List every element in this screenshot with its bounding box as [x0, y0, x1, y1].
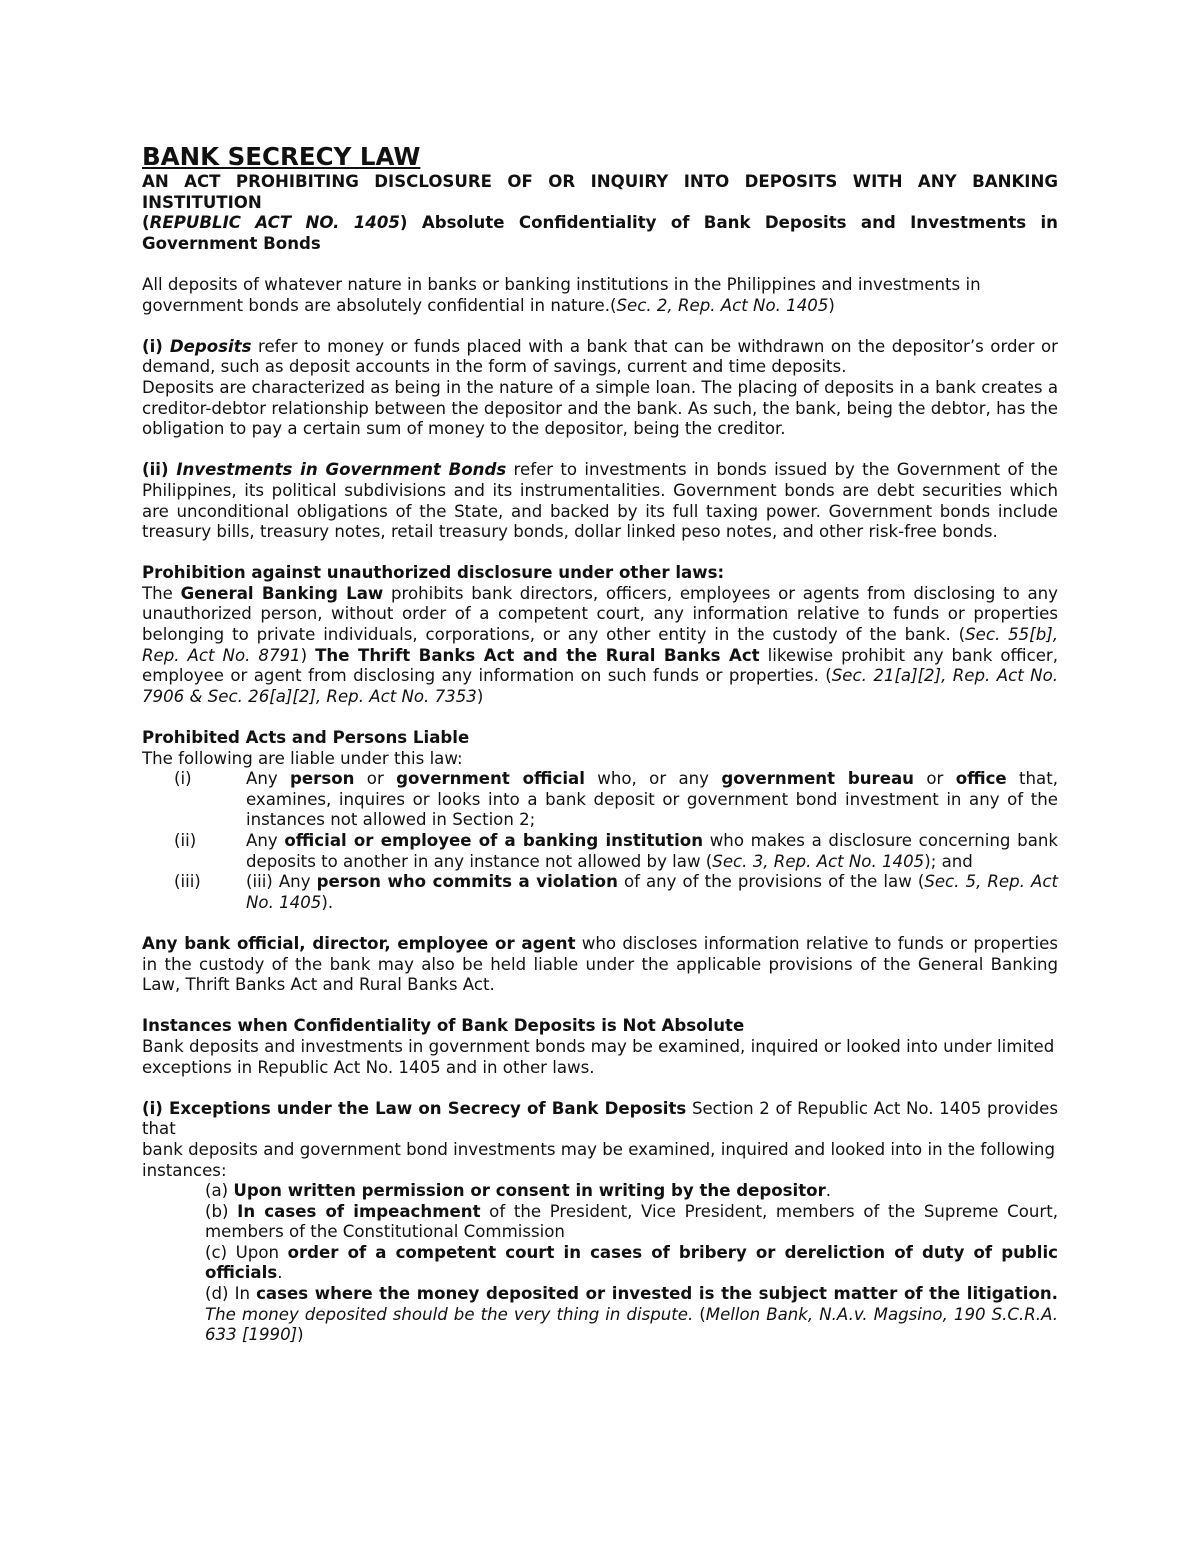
list-text: [246, 831, 1058, 872]
text-run: The: [142, 583, 181, 603]
list-number: (i): [174, 769, 192, 789]
deposits-number: (i): [142, 336, 170, 356]
list-number: (ii): [174, 831, 197, 850]
general-banking-law: General Banking Law: [180, 583, 384, 603]
text-run: ): [476, 686, 484, 706]
list-text: [246, 872, 1058, 913]
deposits-term: Deposits: [169, 336, 252, 356]
document-page: [142, 142, 1058, 1346]
exception-b: [142, 1202, 1058, 1243]
document-title: BANK SECRECY LAW: [142, 142, 421, 171]
act-open: (: [142, 213, 150, 233]
exception-d: [142, 1284, 1058, 1346]
text-run: ).: [321, 892, 334, 912]
text-run: official or employee of a banking institution: [284, 831, 704, 850]
text-run: Upon written permission or consent in writing by the depositor: [233, 1181, 826, 1201]
text-run: of the President, Vice President, members of the Supreme Court, members of the Constitutional Commission: [205, 1201, 1058, 1242]
list-text: [246, 769, 1058, 831]
text-run: person: [290, 769, 355, 789]
prohibition-paragraph: [142, 584, 1058, 708]
text-run: likewise prohibit any bank officer, employee or agent from disclosing any information on such funds or properties. (: [142, 645, 1059, 686]
text-run: Section 2 of Republic Act No. 1405 provides that: [142, 1098, 1059, 1139]
text-run: prohibits bank directors, officers, employees or agents from disclosing to any unauthorized person, without order of a competent court, any information relative to funds or properties belonging to private individuals, corporations, or any other entity in the custody of the bank. (: [142, 583, 1059, 645]
text-run: (iii) Any: [246, 872, 317, 892]
act-heading: [142, 213, 1058, 254]
intro-paragraph: [142, 275, 1058, 316]
deposits-def-text: refer to money or funds placed with a bank that can be withdrawn on the depositor’s order or demand, such as deposit accounts in the form of savings, current and time deposits.: [142, 336, 1058, 377]
text-run: person who commits a violation: [316, 872, 618, 892]
liable-heading: Prohibited Acts and Persons Liable: [142, 728, 470, 748]
exception-a: [142, 1181, 1058, 1202]
exception-c: [142, 1243, 1058, 1284]
text-run: order of a competent court in cases of bribery or dereliction of duty of public officials: [205, 1242, 1058, 1283]
text-run: .: [825, 1181, 832, 1201]
text-run: (c) Upon: [205, 1242, 288, 1262]
text-run: (i) Exceptions under the Law on Secrecy of Bank Deposits: [142, 1098, 687, 1118]
deposits-paragraph: Deposits are characterized as being in the nature of a simple loan. The placing of deposits in a bank creates a creditor-debtor relationship between the depositor and the bank. As such, the bank, being the debtor, has the obligation to pay a certain sum of money to the depositor, being the creditor.: [142, 377, 1058, 439]
text-run: cases where the money deposited or invested is the subject matter of the litigation.: [256, 1284, 1058, 1304]
text-run: who, or any: [584, 769, 722, 789]
text-run: ): [297, 1325, 304, 1345]
exceptions-intro: [142, 1099, 1058, 1140]
text-run: Any: [246, 769, 291, 789]
exceptions-line: bank deposits and government bond investments may be examined, inquired and looked into in the following instances:: [142, 1139, 1055, 1180]
intro-citation: Sec. 2, Rep. Act No. 1405: [616, 295, 829, 315]
thrift-rural-acts: The Thrift Banks Act and the Rural Banks Act: [315, 645, 760, 665]
list-item: [142, 769, 1058, 831]
citation: Sec. 55[b], Rep. Act No. 8791: [142, 625, 1058, 665]
text-run: who makes a disclosure concerning bank deposits to another in any instance not allowed by law (: [246, 831, 1058, 871]
text-run: or: [914, 769, 956, 789]
text-run: ); and: [924, 851, 973, 871]
investments-def-text: refer to investments in bonds issued by the Government of the Philippines, its political subdivisions and its instrumentalities. Government bonds are debt securities which are unconditional obligations of the State, and backed by its full taxing power. Government bonds include treasury bills, treasury notes, retail treasury bonds, dollar linked peso notes, and other risk-free bonds.: [142, 460, 1058, 542]
list-number: (iii): [174, 872, 201, 892]
text-run: or: [354, 769, 397, 789]
text-run: who discloses information relative to funds or properties in the custody of the bank may also be held liable under the applicable provisions of the General Banking Law, Thrift Banks Act and Rural Banks Act.: [142, 933, 1058, 995]
text-run: In cases of impeachment: [237, 1201, 481, 1221]
text-run: government bureau: [721, 769, 914, 789]
citation: Sec. 5, Rep. Act No. 1405: [246, 872, 1058, 912]
instances-paragraph: Bank deposits and investments in government bonds may be examined, inquired or looked into under limited exceptions in Republic Act No. 1405 and in other laws.: [142, 1036, 1055, 1077]
investments-definition: [142, 460, 1058, 542]
text-run: office: [955, 769, 1007, 789]
list-item: [142, 831, 1058, 872]
text-run: (d) In: [205, 1284, 257, 1304]
text-run: government official: [396, 769, 585, 789]
text-run: (b): [205, 1201, 238, 1221]
text-run: (a): [205, 1181, 234, 1201]
intro-text: All deposits of whatever nature in banks or banking institutions in the Philippines and investments in government bonds are absolutely confidential in nature.(: [142, 274, 981, 315]
text-run: Any bank official, director, employee or agent: [142, 933, 576, 953]
prohibition-heading: Prohibition against unauthorized disclosure under other laws:: [142, 563, 725, 583]
document-subtitle: AN ACT PROHIBITING DISCLOSURE OF OR INQUIRY INTO DEPOSITS WITH ANY BANKING INSTITUTION: [142, 172, 1058, 212]
instances-heading: Instances when Confidentiality of Bank Deposits is Not Absolute: [142, 1016, 745, 1036]
text-run: that, examines, inquires or looks into a bank deposit or government bond investment in any of the instances not allowed in Section 2;: [246, 769, 1059, 830]
text-run: (: [693, 1304, 706, 1324]
act-number: REPUBLIC ACT NO. 1405: [149, 213, 400, 233]
text-run: ): [300, 645, 316, 665]
list-item: [142, 872, 1058, 913]
investments-number: (ii): [142, 460, 177, 480]
citation: Mellon Bank, N.A.v. Magsino, 190 S.C.R.A. 633 [1990]: [205, 1304, 1059, 1345]
text-run: Any: [246, 831, 285, 850]
bank-official-paragraph: [142, 934, 1058, 996]
text-run: The money deposited should be the very thing in dispute.: [205, 1304, 694, 1324]
citation: Sec. 3, Rep. Act No. 1405: [712, 851, 925, 871]
text-run: .: [277, 1263, 283, 1283]
intro-close: ): [828, 295, 835, 315]
liable-list: [142, 769, 1058, 913]
investments-term: Investments in Government Bonds: [176, 460, 507, 480]
act-title: ) Absolute Confidentiality of Bank Deposits and Investments in Government Bonds: [142, 213, 1058, 253]
liable-intro: The following are liable under this law:: [142, 748, 463, 768]
text-run: of any of the provisions of the law (: [617, 872, 925, 892]
deposits-definition: [142, 337, 1058, 378]
citation: Sec. 21[a][2], Rep. Act No. 7906 & Sec. 26[a][2], Rep. Act No. 7353: [142, 666, 1058, 706]
